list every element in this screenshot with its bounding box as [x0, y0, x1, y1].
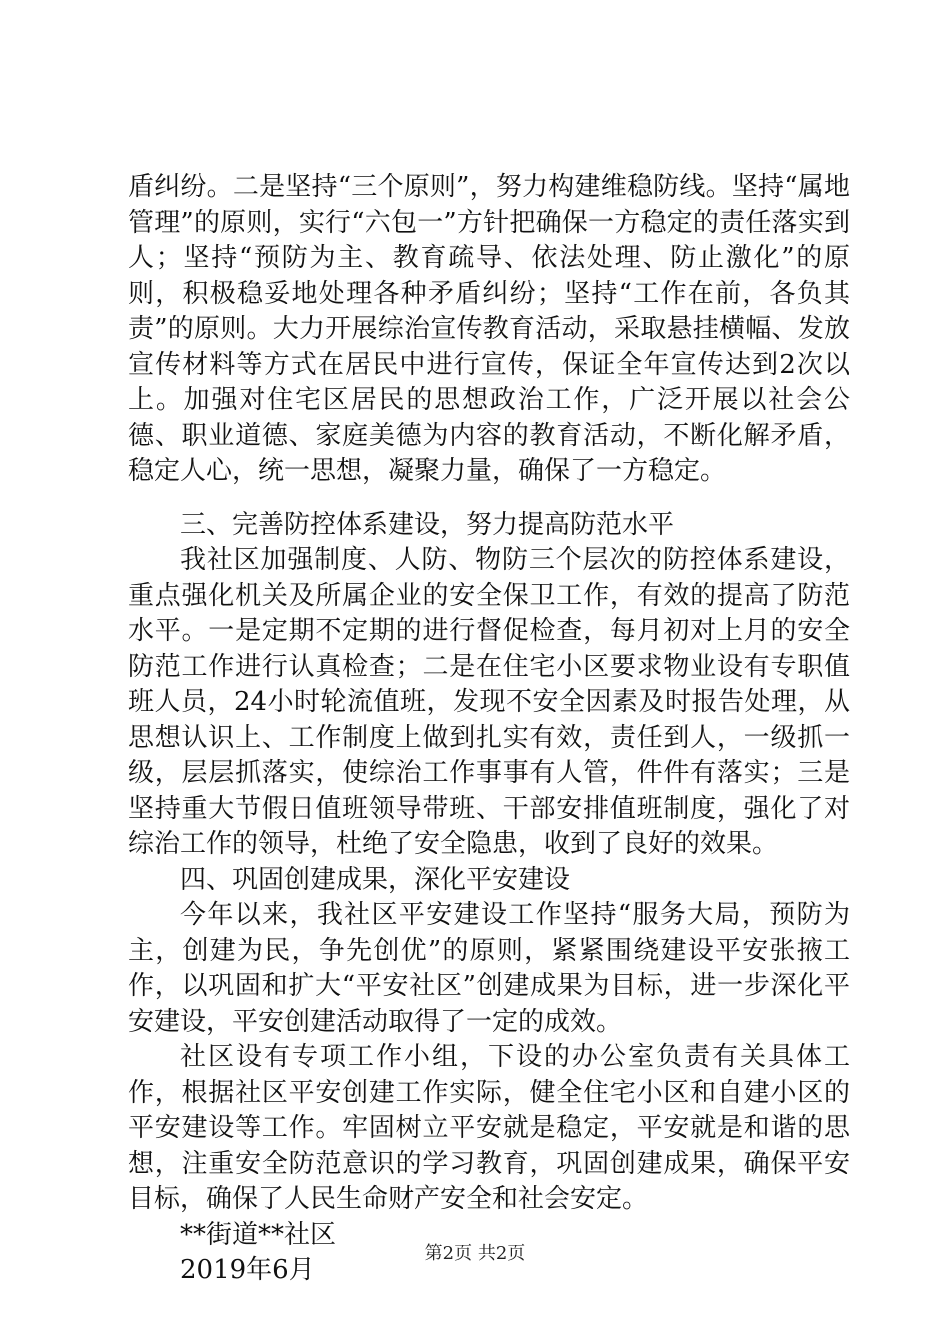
section-body-4-part2: 社区设有专项工作小组，下设的办公室负责有关具体工作，根据社区平安创建工作实际，健全住宅小区和自建小区的平安建设等工作。牢固树立平安就是稳定，平安就是和谐的思想，注重安全防范意识的学习教育，巩固创建成果，确保平安目标，确保了人民生命财产安全和社会安定。 [128, 1042, 850, 1214]
paragraph-continued: 盾纠纷。二是坚持“三个原则”，努力构建维稳防线。坚持“属地管理”的原则，实行“六包一”方针把确保一方稳定的责任落实到人；坚持“预防为主、教育疏导、依法处理、防止激化”的原则，积极稳妥地处理各种矛盾纠纷；坚持“工作在前，各负其责”的原则。大力开展综治宣传教育活动，采取悬挂横幅、发放宣传材料等方式在居民中进行宣传，保证全年宣传达到2次以上。加强对住宅区居民的思想政治工作，广泛开展以社会公德、职业道德、家庭美德为内容的教育活动，不断化解矛盾，稳定人心，统一思想，凝聚力量，确保了一方稳定。 [128, 172, 850, 486]
section-heading-4: 四、巩固创建成果，深化平安建设 [180, 864, 571, 895]
section-heading-3: 三、完善防控体系建设，努力提高防范水平 [180, 509, 675, 540]
page-footer: 第2页 共2页 [424, 1243, 526, 1264]
signature-date: 2019年6月 [180, 1255, 315, 1285]
signature-org: **街道**社区 [180, 1219, 337, 1250]
section-body-3: 我社区加强制度、人防、物防三个层次的防控体系建设，重点强化机关及所属企业的安全保卫工作，有效的提高了防范水平。一是定期不定期的进行督促检查，每月初对上月的安全防范工作进行认真检查；二是在住宅小区要求物业设有专职值班人员，24小时轮流值班，发现不安全因素及时报告处理，从思想认识上、工作制度上做到扎实有效，责任到人，一级抓一级，层层抓落实，使综治工作事事有人管，件件有落实；三是坚持重大节假日值班领导带班、干部安排值班制度，强化了对综治工作的领导，杜绝了安全隐患，收到了良好的效果。 [128, 545, 850, 859]
paragraph-gap [128, 490, 850, 508]
document-body [128, 170, 850, 1289]
section-body-4-part1: 今年以来，我社区平安建设工作坚持“服务大局，预防为主，创建为民，争先创优”的原则，紧紧围绕建设平安张掖工作，以巩固和扩大“平安社区”创建成果为目标，进一步深化平安建设，平安创建活动取得了一定的成效。 [128, 900, 850, 1037]
